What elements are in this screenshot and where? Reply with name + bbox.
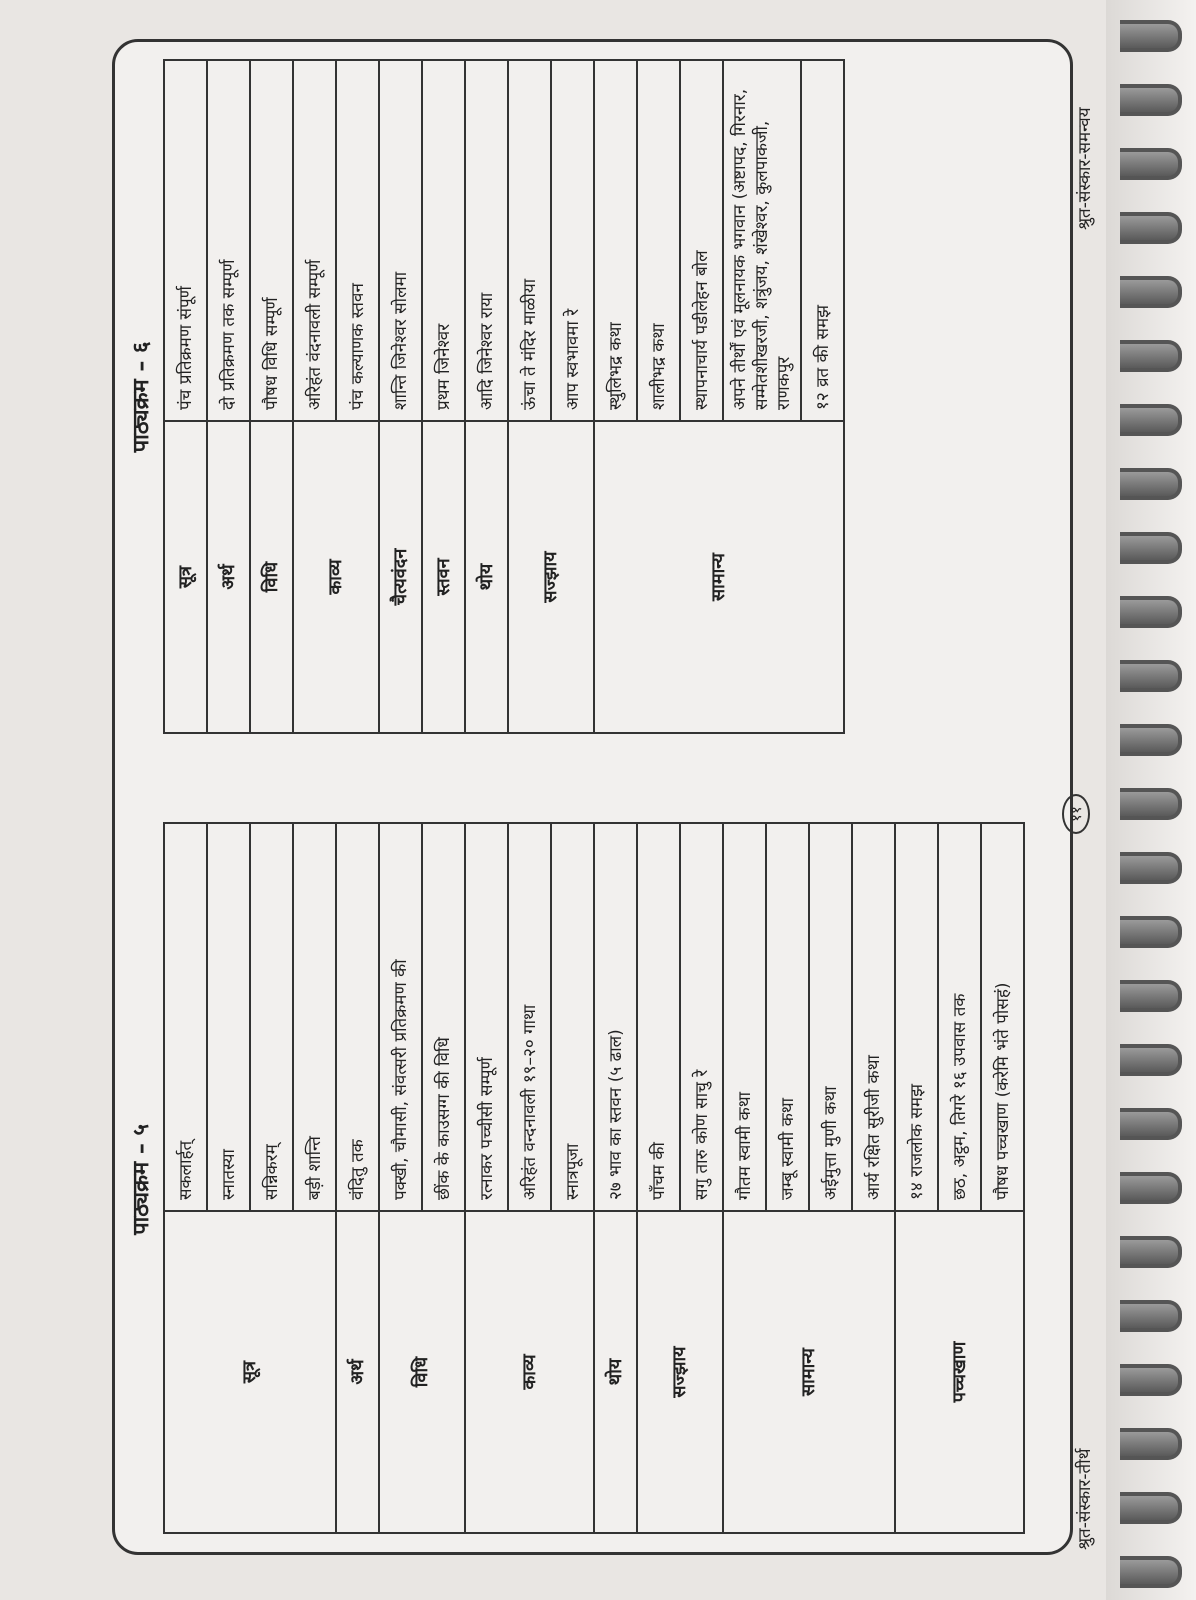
table-row — [250, 60, 293, 733]
spiral-coil — [1120, 1172, 1182, 1204]
table-row — [336, 823, 379, 1533]
spiral-coil — [1120, 980, 1182, 1012]
spiral-coil — [1120, 212, 1182, 244]
table-row — [508, 60, 551, 733]
item-cell: छठ, अट्ठम, तिगरे १६ उपवास तक — [938, 823, 981, 1211]
syllabus-5-title: पाठ्यक्रम – ५ — [129, 1124, 154, 1235]
item-cell: शालीभद्र कथा — [637, 60, 680, 421]
category-cell: थोय — [465, 421, 508, 733]
spiral-coil — [1120, 404, 1182, 436]
table-row — [465, 823, 508, 1533]
item-cell: दो प्रतिक्रमण तक सम्पूर्ण — [207, 60, 250, 421]
item-cell: अरिहंत वन्दनावली १९–२० गाथा — [508, 823, 551, 1211]
category-cell: सामान्य — [594, 421, 844, 733]
item-cell: अईमुत्ता मुणी कथा — [809, 823, 852, 1211]
syllabus-panel — [112, 39, 1073, 1555]
spiral-coil — [1120, 724, 1182, 756]
spiral-coil — [1120, 660, 1182, 692]
syllabus-5 — [115, 807, 1070, 1552]
item-cell: आर्य रक्षित सुरीजी कथा — [852, 823, 895, 1211]
category-cell: सूत्र — [164, 421, 207, 733]
category-cell: काव्य — [293, 421, 379, 733]
spiral-coil — [1120, 596, 1182, 628]
item-cell: पक्खी, चौमासी, संवत्सरी प्रतिक्रमण की — [379, 823, 422, 1211]
item-cell: पौषध विधि सम्पूर्ण — [250, 60, 293, 421]
item-cell: स्नातस्या — [207, 823, 250, 1211]
category-cell: सूत्र — [164, 1211, 336, 1533]
item-cell: ऊंचा ते मंदिर माळीया — [508, 60, 551, 421]
item-cell: १२ व्रत की समझ — [801, 60, 844, 421]
table-row — [379, 823, 422, 1533]
table-row — [895, 823, 938, 1533]
item-cell: शान्ति जिनेश्वर सोलमा — [379, 60, 422, 421]
category-cell: अर्थ — [336, 1211, 379, 1533]
spiral-coil — [1120, 532, 1182, 564]
item-cell: अरिहंत वंदनावली सम्पूर्ण — [293, 60, 336, 421]
item-cell: पाँचम की — [637, 823, 680, 1211]
item-cell: प्रथम जिनेश्वर — [422, 60, 465, 421]
spiral-coil — [1120, 788, 1182, 820]
spiral-coil — [1120, 1364, 1182, 1396]
spiral-coil — [1120, 340, 1182, 372]
item-cell: स्थुलिभद्र कथा — [594, 60, 637, 421]
category-cell: पच्चखाण — [895, 1211, 1024, 1533]
table-row — [293, 60, 336, 733]
syllabus-6 — [115, 42, 1070, 752]
syllabus-6-table — [163, 59, 845, 734]
table-row — [723, 823, 766, 1533]
spiral-coil — [1120, 468, 1182, 500]
item-cell: सकलार्हत् — [164, 823, 207, 1211]
spiral-coil — [1120, 1044, 1182, 1076]
item-cell: बड़ी शान्ति — [293, 823, 336, 1211]
spiral-coil — [1120, 1492, 1182, 1524]
syllabus-5-table — [163, 822, 1025, 1534]
item-cell: आदि जिनेश्वर राया — [465, 60, 508, 421]
table-row — [422, 60, 465, 733]
page-number: ११ — [1062, 794, 1090, 834]
category-cell: काव्य — [465, 1211, 594, 1533]
item-cell: पौषध पच्चखाण (करेमि भंते पोसहं) — [981, 823, 1024, 1211]
spiral-coil — [1120, 20, 1182, 52]
item-cell: गौतम स्वामी कथा — [723, 823, 766, 1211]
item-cell: जम्बू स्वामी कथा — [766, 823, 809, 1211]
item-cell: अपने तीर्थों एवं मूलनायक भगवान (अष्टापद, गिरनार, सम्मेतशीखरजी, शत्रुंजय, शंखेश्वर, कुलपाकजी, राणकपुर — [723, 60, 801, 421]
table-row — [637, 823, 680, 1533]
item-cell: स्नात्रपूजा — [551, 823, 594, 1211]
spiral-coil — [1120, 916, 1182, 948]
item-cell: सगु तारु कोण साचु रे — [680, 823, 723, 1211]
table-row — [465, 60, 508, 733]
item-cell: छींक के काउसग्ग की विधि — [422, 823, 465, 1211]
footer-left-text: श्रुत-संस्कार-तीर्थ — [1075, 1448, 1095, 1550]
category-cell: स्तवन — [422, 421, 465, 733]
category-cell: विधि — [379, 1211, 465, 1533]
item-cell: १४ राजलोक समझ — [895, 823, 938, 1211]
spiral-coil — [1120, 1108, 1182, 1140]
table-row — [164, 60, 207, 733]
footer-right-text: श्रुत-संस्कार-समन्वय — [1075, 107, 1095, 230]
item-cell: स्थापनाचार्य पडीलेहन बोल — [680, 60, 723, 421]
spiral-coil — [1120, 1428, 1182, 1460]
spiral-coil — [1120, 1556, 1182, 1588]
table-row — [164, 823, 207, 1533]
table-row — [594, 823, 637, 1533]
spiral-coil — [1120, 1300, 1182, 1332]
table-row — [379, 60, 422, 733]
table-row — [594, 60, 637, 733]
item-cell: वंदितु तक — [336, 823, 379, 1211]
category-cell: चैत्यवंदन — [379, 421, 422, 733]
item-cell: पंच प्रतिक्रमण संपूर्ण — [164, 60, 207, 421]
spiral-coil — [1120, 84, 1182, 116]
category-cell: सज्झाय — [508, 421, 594, 733]
item-cell: रत्नाकर पच्चीसी सम्पूर्ण — [465, 823, 508, 1211]
spiral-coil — [1120, 276, 1182, 308]
item-cell: सन्निकरम् — [250, 823, 293, 1211]
table-row — [207, 60, 250, 733]
category-cell: सामान्य — [723, 1211, 895, 1533]
category-cell: अर्थ — [207, 421, 250, 733]
category-cell: विधि — [250, 421, 293, 733]
spiral-binding — [1106, 0, 1196, 1600]
spiral-coil — [1120, 852, 1182, 884]
category-cell: थोय — [594, 1211, 637, 1533]
spiral-coil — [1120, 148, 1182, 180]
syllabus-6-title: पाठ्यक्रम – ६ — [129, 341, 154, 453]
item-cell: २७ भाव का स्तवन (५ ढाल) — [594, 823, 637, 1211]
spiral-coil — [1120, 1236, 1182, 1268]
category-cell: सज्झाय — [637, 1211, 723, 1533]
item-cell: पंच कल्याणक स्तवन — [336, 60, 379, 421]
item-cell: आप स्वभावमा रे — [551, 60, 594, 421]
